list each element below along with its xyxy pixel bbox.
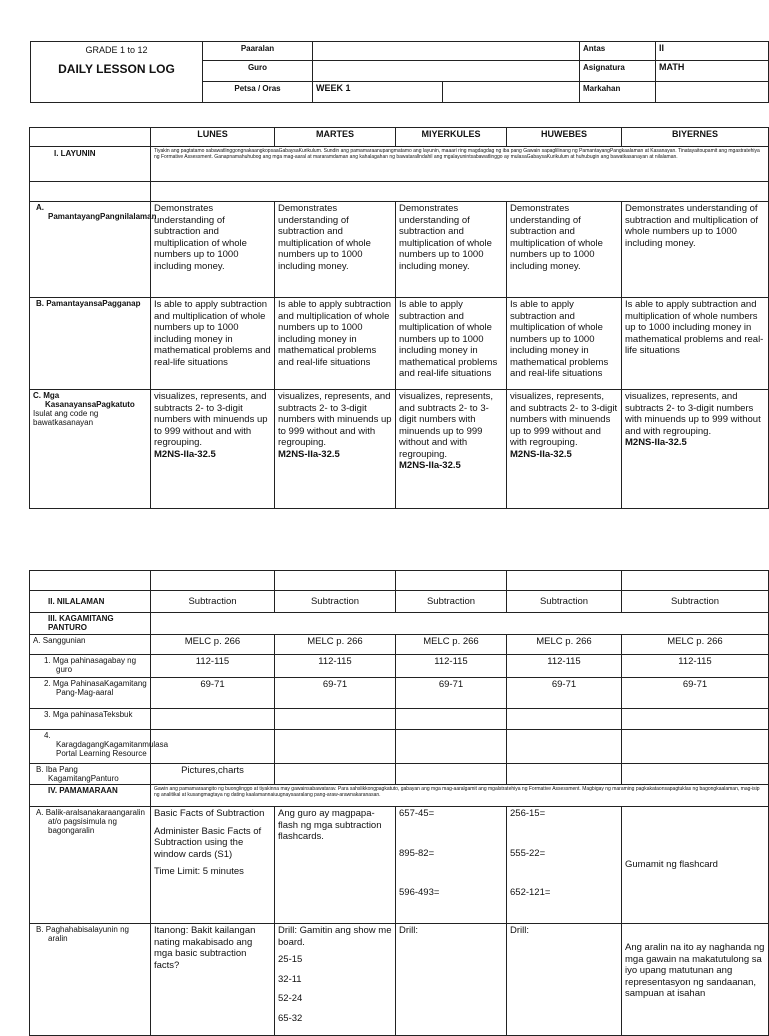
balik-aral-monday-1: Basic Facts of Subtraction (154, 808, 265, 819)
c-friday-code: M2NS-IIa-32.5 (625, 437, 687, 448)
paghahabi-thursday: Drill: (507, 924, 622, 1036)
kagamitan-blank (151, 613, 769, 635)
teksbuk-label: 3. Mga pahinasaTeksbuk (30, 709, 151, 730)
a-thursday: Demonstrates understanding of subtraction and multiplication of whole numbers up to 1000 including money. (507, 202, 622, 298)
objectives-table (29, 127, 769, 509)
asignatura-label: Asignatura (580, 61, 656, 82)
blank-h5 (622, 571, 769, 591)
teksbuk-friday (622, 709, 769, 730)
iba-monday: Pictures,charts (151, 764, 275, 785)
blank-h1 (151, 571, 275, 591)
corner-cell-2 (30, 571, 151, 591)
day-wednesday: MIYERKULES (396, 128, 507, 147)
markahan-value (656, 82, 769, 103)
c-wednesday (396, 390, 507, 509)
gabay-wednesday: 112-115 (396, 655, 507, 678)
mag-aaral-friday: 69-71 (622, 678, 769, 709)
c-monday-text: visualizes, represents, and subtracts 2- to 3-digit numbers with minuends up to 999 without and with regrouping. (154, 391, 268, 448)
gabay-thursday: 112-115 (507, 655, 622, 678)
thu-item-2: 555-22= (510, 847, 546, 859)
pamantayan-pagganap-label: B. PamantayansaPagganap (30, 298, 151, 390)
b-thursday: Is able to apply subtraction and multiplication of whole numbers up to 1000 including money in mathematical problems and real-life situations (507, 298, 622, 390)
pamantayang-pangnilalaman-label: A. PamantayangPangnilalaman (30, 202, 151, 298)
c-friday (622, 390, 769, 509)
guro-value (313, 61, 580, 82)
sanggunian-wednesday: MELC p. 266 (396, 635, 507, 655)
balik-aral-wednesday (396, 807, 507, 924)
b-tuesday: Is able to apply subtraction and multiplication of whole numbers up to 1000 including money in mathematical problems and real-life situations (275, 298, 396, 390)
balik-aral-tuesday: Ang guro ay magpapa-flash ng mga subtraction flashcards. (275, 807, 396, 924)
thu-item-3: 652-121= (510, 887, 551, 898)
iba-tuesday (275, 764, 396, 785)
paaralan-label: Paaralan (203, 42, 313, 61)
balik-aral-monday-3: Time Limit: 5 minutes (154, 866, 244, 877)
mag-aaral-wednesday: 69-71 (396, 678, 507, 709)
day-friday: BIYERNES (622, 128, 769, 147)
thu-item-1: 256-15= (510, 808, 546, 819)
c-thursday-code: M2NS-IIa-32.5 (510, 448, 572, 460)
kasanayan-label: C. Mga KasanayansaPagkatuto (33, 391, 135, 409)
layunin-note: Tiyakin ang pagtatamo sabawatlinggongnakaangkopsaaGabaysaKurikulum. Sundin ang pamamaraanupangmatamo ang layunin, maaari ring magdagdag ng iba pang Gawain sapaglilinang ng PamantayangPangkaalaman at Kasanayan. Tinatayaitoupamit ang mgastratehiya ng Formative Assessment. Ganapnamahuhubog ang mga mag-aaral at mararamdaman ang kahalagahan ng bawatarallndahil ang mgalayunintsabawatlinggo ay mulasaGabaysaKurikulum at huhubugin ang bawatkasanayan at nilalaman. (151, 147, 769, 182)
paghahabi-label: B. Paghahabisalayunin ng aralin (30, 924, 151, 1036)
blank-h2 (275, 571, 396, 591)
week-value: WEEK 1 (313, 82, 443, 103)
tue-drill-3: 52-24 (278, 993, 303, 1004)
c-monday (151, 390, 275, 509)
spacer-cell (151, 182, 769, 202)
mag-aaral-label: 2. Mga PahinasaKagamitang Pang-Mag-aaral (30, 678, 151, 709)
c-wednesday-code: M2NS-IIa-32.5 (399, 460, 461, 471)
sanggunian-thursday: MELC p. 266 (507, 635, 622, 655)
layunin-label: I. LAYUNIN (30, 147, 151, 182)
nilalaman-tuesday: Subtraction (275, 591, 396, 613)
lr-thursday (507, 730, 622, 764)
gabay-tuesday: 112-115 (275, 655, 396, 678)
teksbuk-tuesday (275, 709, 396, 730)
title-cell (31, 42, 203, 103)
lr-tuesday (275, 730, 396, 764)
gabay-guro-label: 1. Mga pahinasagabay ng guro (30, 655, 151, 678)
mag-aaral-tuesday: 69-71 (275, 678, 396, 709)
day-tuesday: MARTES (275, 128, 396, 147)
petsa-label: Petsa / Oras (203, 82, 313, 103)
nilalaman-label: II. NILALAMAN (30, 591, 151, 613)
b-friday: Is able to apply subtraction and multiplication of whole numbers up to 1000 including money in mathematical problems and real-life situations (622, 298, 769, 390)
sanggunian-friday: MELC p. 266 (622, 635, 769, 655)
antas-label: Antas (580, 42, 656, 61)
balik-aral-label: A. Balik-aralsanakaraangaralin at/o pagsisimula ng bagongaralin (30, 807, 151, 924)
day-monday: LUNES (151, 128, 275, 147)
balik-aral-monday (151, 807, 275, 924)
lr-wednesday (396, 730, 507, 764)
c-monday-code: M2NS-IIa-32.5 (154, 448, 216, 460)
a-tuesday: Demonstrates understanding of subtraction and multiplication of whole numbers up to 1000 including money. (275, 202, 396, 298)
blank-h3 (396, 571, 507, 591)
wed-item-2: 895-82= (399, 847, 435, 859)
paghahabi-friday: Ang aralin na ito ay naghanda ng mga gawain na makatutulong sa iyo upang matutunan ang representasyon ng sandaanan, sampuan at isahan (622, 924, 769, 1036)
iba-wednesday (396, 764, 507, 785)
guro-label: Guro (203, 61, 313, 82)
b-wednesday: Is able to apply subtraction and multiplication of whole numbers up to 1000 including money in mathematical problems and real-life situations (396, 298, 507, 390)
a-wednesday: Demonstrates understanding of subtraction and multiplication of whole numbers up to 1000 including money. (396, 202, 507, 298)
iba-friday (622, 764, 769, 785)
wed-item-3: 596-493= (399, 887, 440, 898)
day-thursday: HUWEBES (507, 128, 622, 147)
a-monday: Demonstrates understanding of subtraction and multiplication of whole numbers up to 1000 including money. (151, 202, 275, 298)
nilalaman-thursday: Subtraction (507, 591, 622, 613)
header-table (30, 41, 769, 103)
balik-aral-monday-2: Administer Basic Facts of Subtraction using the window cards (S1) (154, 825, 262, 860)
petsa-value (443, 82, 580, 103)
pamamaraan-label: IV. PAMAMARAAN (30, 785, 151, 807)
antas-value: II (656, 42, 769, 61)
nilalaman-monday: Subtraction (151, 591, 275, 613)
b-monday: Is able to apply subtraction and multiplication of whole numbers up to 1000 including money in mathematical problems and real-life situations (151, 298, 275, 390)
page-title: DAILY LESSON LOG (58, 62, 175, 76)
tue-drill-2: 32-11 (278, 973, 302, 985)
corner-cell (30, 128, 151, 147)
sanggunian-label: A. Sanggunian (30, 635, 151, 655)
lr-portal-label: 4. KaragdagangKagamitanmulasa Portal Learning Resource (30, 730, 151, 764)
c-thursday (507, 390, 622, 509)
gabay-friday: 112-115 (622, 655, 769, 678)
balik-aral-friday: Gumamit ng flashcard (622, 807, 769, 924)
teksbuk-wednesday (396, 709, 507, 730)
sanggunian-tuesday: MELC p. 266 (275, 635, 396, 655)
paghahabi-tuesday (275, 924, 396, 1036)
markahan-label: Markahan (580, 82, 656, 103)
teksbuk-monday (151, 709, 275, 730)
pamamaraan-note: Gawin ang pamamaraangito ng buonglinggo at tiyakinna may gawainsabawatarav. Para sahslikkongpagkatuto, gabayan ang mga mag-aaralgamit ang mgalstratehiya ng Formative Assessment. Magbigay ng maraming pagkakataonsapagtuklas ng bagongkaalaman, mag-isip ng analitikal at kusangmagtaya ng dating kaalamannaiuugnaysaaralang pang-araw-arawnakaranasan. (151, 785, 769, 807)
paaralan-value (313, 42, 580, 61)
wed-item-1: 657-45= (399, 808, 435, 819)
tue-drill-1: 25-15 (278, 954, 303, 965)
blank-h4 (507, 571, 622, 591)
c-friday-text: visualizes, represents, and subtracts 2- to 3-digit numbers with minuends up to 999 without and with regrouping. (625, 391, 761, 437)
paghahabi-monday: Itanong: Bakit kailangan nating makabisado ang mga basic subtraction facts? (151, 924, 275, 1036)
mag-aaral-monday: 69-71 (151, 678, 275, 709)
balik-aral-thursday (507, 807, 622, 924)
teksbuk-thursday (507, 709, 622, 730)
c-tuesday-text: visualizes, represents, and subtracts 2- to 3-digit numbers with minuends up to 999 without and with regrouping. (278, 391, 392, 448)
asignatura-value: MATH (656, 61, 769, 82)
gabay-monday: 112-115 (151, 655, 275, 678)
lr-friday (622, 730, 769, 764)
kagamitan-label: III. KAGAMITANG PANTURO (30, 613, 151, 635)
c-tuesday (275, 390, 396, 509)
kasanayan-sub: Isulat ang code ng bawatkasanayan (33, 409, 99, 427)
a-friday: Demonstrates understanding of subtraction and multiplication of whole numbers up to 1000 including money. (622, 202, 769, 298)
iba-kagamitan-label: B. Iba Pang KagamitangPanturo (30, 764, 151, 785)
paghahabi-wednesday: Drill: (396, 924, 507, 1036)
c-tuesday-code: M2NS-IIa-32.5 (278, 448, 340, 460)
nilalaman-wednesday: Subtraction (396, 591, 507, 613)
kasanayan-label-cell (30, 390, 151, 509)
mag-aaral-thursday: 69-71 (507, 678, 622, 709)
sanggunian-monday: MELC p. 266 (151, 635, 275, 655)
tue-drill-4: 65-32 (278, 1012, 303, 1024)
c-wednesday-text: visualizes, represents, and subtracts 2- to 3-digit numbers with minuends up to 999 without and with regrouping. (399, 391, 493, 460)
nilalaman-friday: Subtraction (622, 591, 769, 613)
lr-monday (151, 730, 275, 764)
tue-drill: Drill: Gamitin ang show me board. (278, 925, 392, 948)
grade-label: GRADE 1 to 12 (85, 45, 148, 55)
iba-thursday (507, 764, 622, 785)
content-table (29, 570, 769, 1036)
c-thursday-text: visualizes, represents, and subtracts 2- to 3-digit numbers with minuends up to 999 without and with regrouping. (510, 391, 618, 448)
spacer-label (30, 182, 151, 202)
